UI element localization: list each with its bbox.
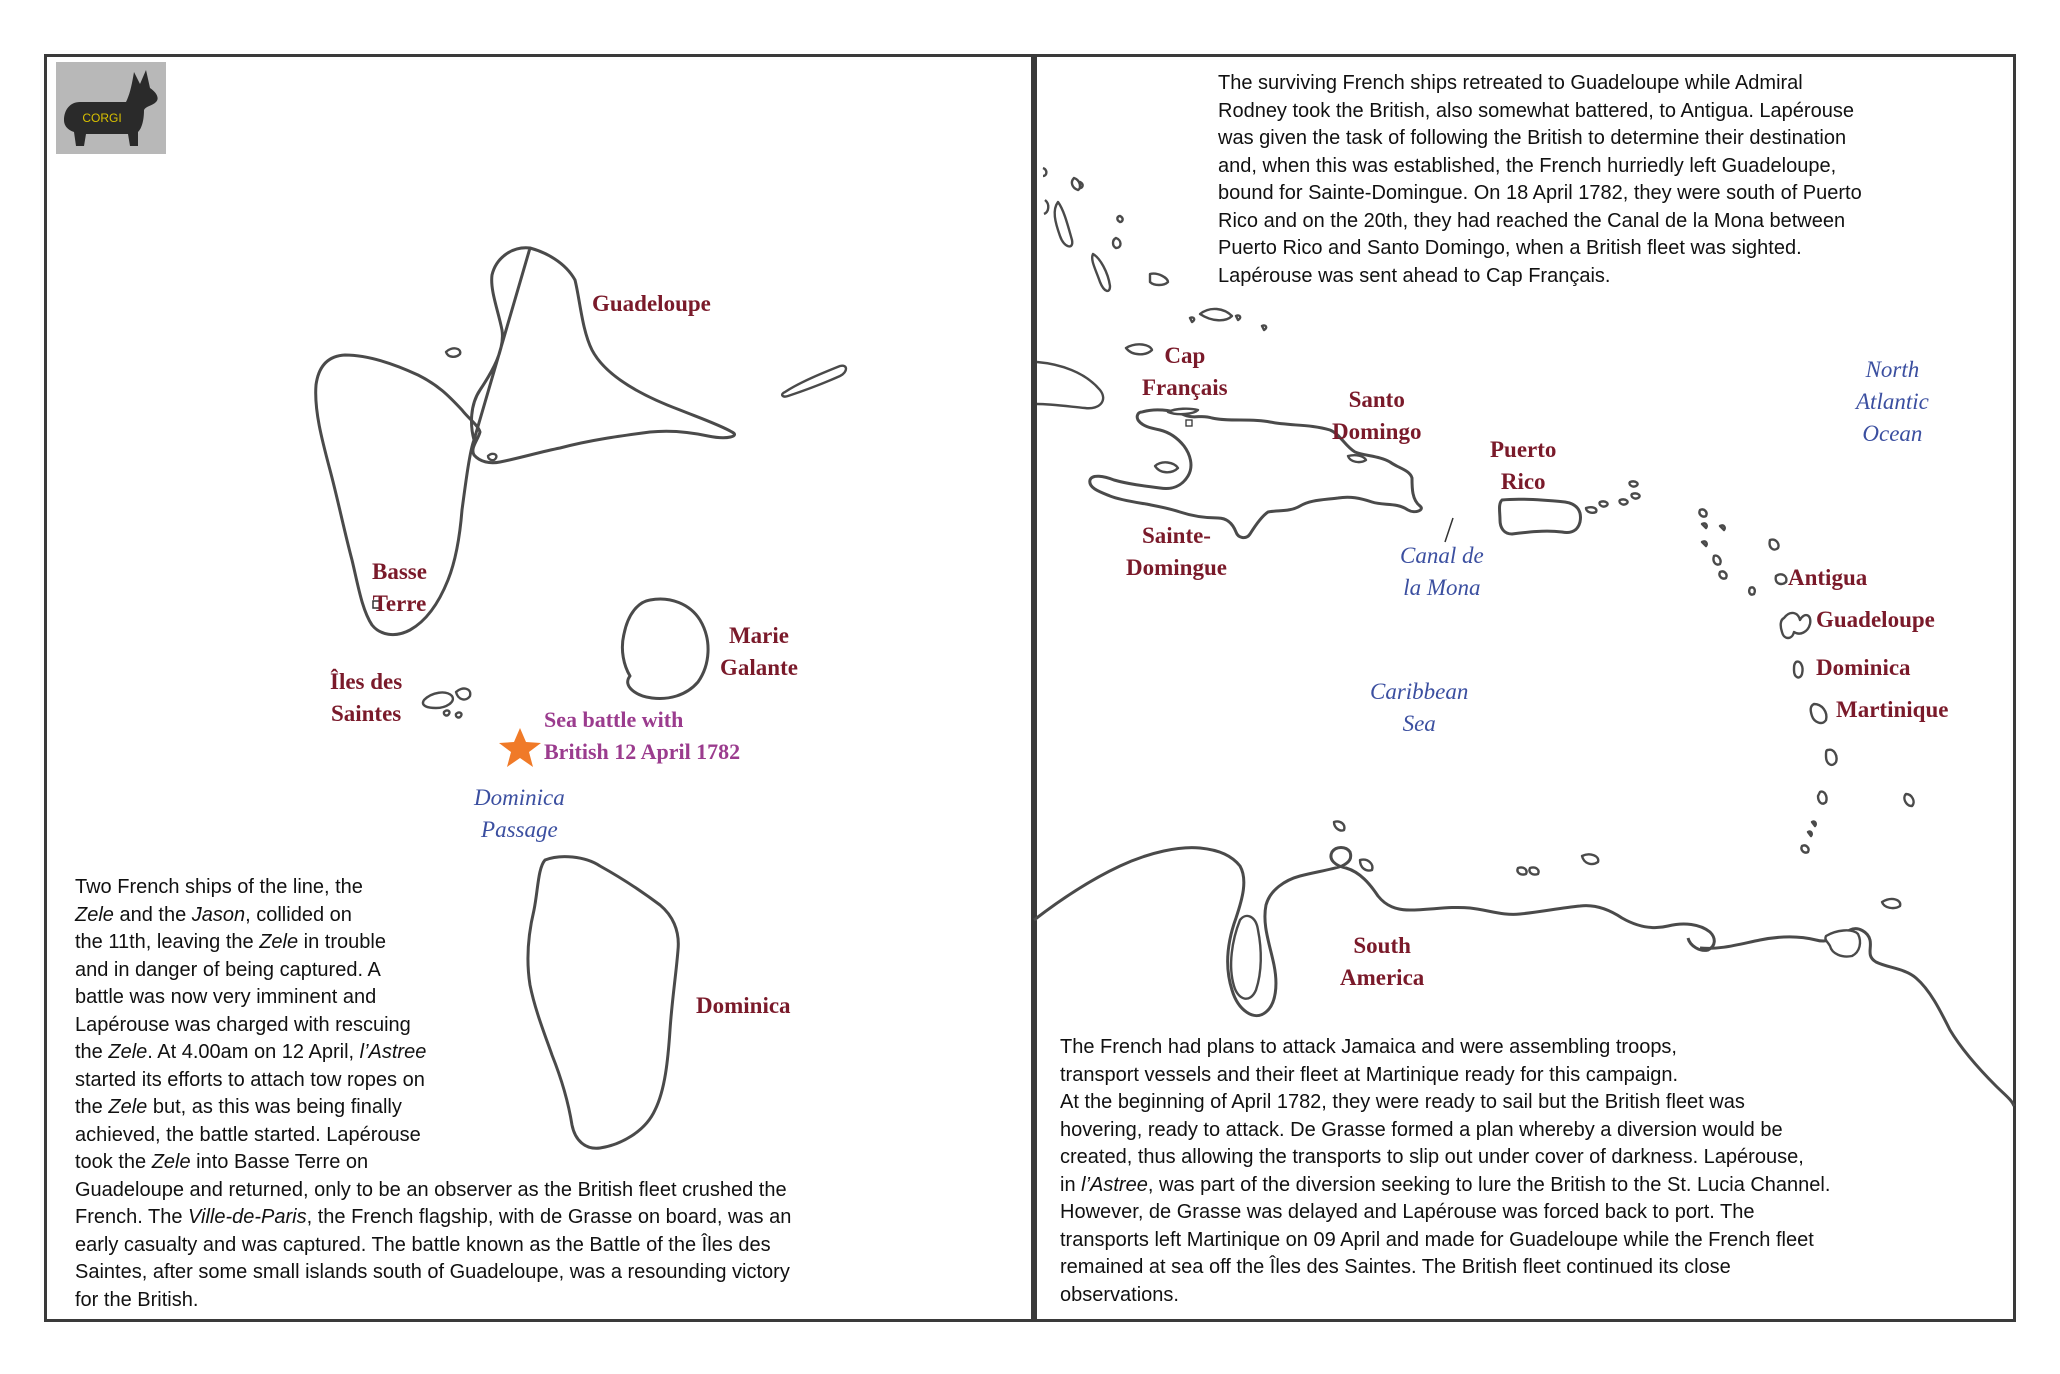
montserrat [1749,587,1755,594]
label-puerto-rico-line-2: Rico [1500,469,1546,494]
left-text-line: achieved, the battle started. Lapérouse [75,1123,421,1146]
right-top-narrative-text [1218,70,1862,290]
label-caribbean-sea [1370,676,1468,740]
right-top-text-line: bound for Sainte-Domingue. On 18 April 1782, they were south of Puerto [1218,182,1862,204]
label-caribbean-line-1: Caribbean [1370,679,1469,704]
right-bottom-text-line: transports left Martinique on 09 April and made for Guadeloupe while the French fleet [1060,1228,1814,1251]
label-canal-line-2: la Mona [1403,575,1481,600]
bahamas-5 [1080,182,1083,188]
left-text-line: Zele and the Jason, collided on [75,903,352,926]
label-puerto-rico [1490,434,1556,498]
label-dominica-right: Dominica [1816,655,1911,680]
label-iles-des-saintes [330,666,402,730]
label-basse-terre-line-2: Terre [372,591,427,616]
label-dominica: Dominica [696,993,791,1018]
label-sea-battle-line-1: Sea battle with [544,707,684,732]
saona [1348,455,1366,462]
vi-3 [1629,481,1637,486]
bahamas-7 [1113,238,1121,248]
bahamas-1 [1043,168,1046,176]
margarita [1582,854,1598,864]
left-narrative-text [75,874,791,1314]
bahamas-10 [1200,309,1232,320]
left-text-line: Saintes, after some small islands south of Guadeloupe, was a resounding victory [75,1261,790,1283]
left-text-line: started its efforts to attach tow ropes on [75,1068,425,1091]
martinique-small [1811,704,1827,723]
right-top-text-line: Rodney took the British, also somewhat battered, to Antigua. Lapérouse [1218,99,1854,122]
label-iles-des-saintes-line-2: Saintes [330,701,402,726]
left-text-line: and in danger of being captured. A [75,958,381,981]
label-iles-des-saintes-line-1: Îles des [330,669,403,694]
bahamas-3 [1055,202,1073,246]
left-text-line: French. The Ville-de-Paris, the French flagship, with de Grasse on board, was an [75,1206,792,1228]
label-marie-galante [720,620,798,684]
grenadine-2 [1808,831,1812,836]
st-barts [1702,541,1707,546]
battle-star-icon [499,728,541,767]
la-desirade [782,366,846,397]
vieques [1586,507,1596,513]
right-bottom-text-line: However, de Grasse was delayed and Lapérouse was forced back to port. The [1060,1201,1755,1223]
vi-1 [1599,501,1607,506]
label-marie-galante-line-2: Galante [720,655,798,680]
left-text-line: the Zele but, as this was being finally [75,1096,402,1118]
corgi-logo [56,62,166,154]
right-bottom-narrative-text [1060,1034,1830,1309]
iles-des-saintes-4 [456,713,462,718]
tobago [1882,899,1900,908]
label-canal-line-1: Canal de [1400,543,1484,568]
iles-des-saintes-2 [456,689,470,700]
cap-francais-marker [1186,420,1192,426]
bahamas-13 [1262,325,1266,330]
right-top-text-line: was given the task of following the British to determine their destination [1218,127,1847,149]
right-bottom-text-line: observations. [1060,1283,1179,1306]
right-bottom-text-line: transport vessels and their fleet at Martinique ready for this campaign. [1060,1063,1679,1086]
label-north-atlantic-line-2: Atlantic [1856,389,1929,414]
label-south-america [1340,930,1424,994]
marie-galante-island [622,599,708,699]
bahamas-12 [1236,315,1240,320]
right-bottom-text-line: remained at sea off the Îles des Saintes. The British fleet continued its close [1060,1256,1731,1278]
guadeloupe-small [1781,613,1811,638]
label-sainte-domingue [1126,520,1227,584]
right-top-text-line: Lapérouse was sent ahead to Cap Français. [1218,264,1611,287]
left-text-line: the Zele. At 4.00am on 12 April, l’Astree [75,1041,427,1063]
label-santo-domingo [1332,384,1421,448]
right-bottom-text-line: in l’Astree, was part of the diversion seeking to lure the British to the St. Lucia Channel. [1060,1173,1831,1196]
label-dominica-passage-line-1: Dominica [474,785,565,810]
right-bottom-text-line: hovering, ready to attack. De Grasse formed a plan whereby a diversion would be [1060,1118,1783,1141]
right-top-text-line: The surviving French ships retreated to Guadeloupe while Admiral [1218,72,1803,94]
cuba-fragment [1037,362,1103,408]
grenada [1801,845,1808,852]
label-antigua: Antigua [1788,565,1868,590]
iles-des-saintes-1 [423,693,453,708]
logo-text: CORGI [82,111,122,125]
st-martin [1702,523,1707,528]
bahamas-8 [1117,216,1122,222]
label-north-atlantic-line-1: North [1865,357,1920,382]
label-santo-domingo-line-2: Domingo [1332,419,1422,444]
right-bottom-text-line: At the beginning of April 1782, they were ready to sail but the British fleet was [1060,1091,1745,1113]
label-south-america-line-2: America [1340,965,1425,990]
label-guadeloupe: Guadeloupe [592,291,711,316]
bahamas-6 [1092,254,1110,291]
aruba [1334,821,1344,830]
bahamas-9 [1150,274,1168,285]
label-guadeloupe-right: Guadeloupe [1816,607,1935,632]
anguilla [1699,509,1706,516]
label-cap-francais-line-1: Cap [1164,343,1206,368]
label-north-atlantic [1856,354,1929,450]
barbados [1904,794,1913,806]
left-text-line: battle was now very imminent and [75,986,377,1008]
label-sea-battle-line-2: British 12 April 1782 [544,739,741,764]
label-martinique: Martinique [1836,697,1949,722]
grenadine-1 [1812,821,1816,826]
right-top-text-line: Puerto Rico and Santo Domingo, when a British fleet was sighted. [1218,237,1802,259]
curacao [1360,860,1372,871]
label-santo-domingo-line-1: Santo [1348,387,1405,412]
st-kitts [1713,556,1720,565]
right-bottom-text-line: created, thus allowing the transports to slip out under cover of darkness. Lapérouse, [1060,1146,1804,1168]
saba [1720,525,1725,530]
label-puerto-rico-line-1: Puerto [1490,437,1557,462]
left-text-line: Guadeloupe and returned, only to be an observer as the British fleet crushed the [75,1178,787,1201]
bahamas-2 [1044,200,1048,214]
left-text-line: early casualty and was captured. The battle known as the Battle of the Îles des [75,1233,771,1256]
left-text-line: Lapérouse was charged with rescuing [75,1013,411,1036]
antigua-island [1776,574,1787,584]
islet-1 [446,348,460,356]
canal-pointer-line [1445,518,1453,542]
left-text-line: the 11th, leaving the Zele in trouble [75,931,386,953]
gonave [1155,462,1178,472]
dominica-small [1794,662,1803,678]
label-sea-battle [544,704,740,768]
bahamas-11 [1190,317,1194,322]
puerto-rico-island [1500,499,1581,534]
label-sainte-domingue-line-1: Sainte- [1141,523,1211,548]
iles-des-saintes-3 [444,711,450,716]
st-lucia [1826,750,1837,765]
label-canal-de-la-mona [1400,540,1484,604]
tortuga [1168,409,1198,414]
label-cap-francais-line-2: Français [1142,375,1228,400]
label-sainte-domingue-line-2: Domingue [1126,555,1227,580]
label-dominica-passage-line-2: Passage [481,817,558,842]
label-south-america-line-1: South [1353,933,1411,958]
label-dominica-passage [474,782,565,846]
vi-2 [1619,499,1627,504]
corgi-silhouette-icon [56,62,166,154]
label-north-atlantic-line-3: Ocean [1862,421,1923,446]
left-text-line: for the British. [75,1288,199,1311]
left-text-line: took the Zele into Basse Terre on [75,1151,369,1173]
right-bottom-text-line: The French had plans to attack Jamaica and were assembling troops, [1060,1036,1677,1058]
bonaire-2 [1529,867,1538,874]
right-top-text-line: and, when this was established, the French hurriedly left Guadeloupe, [1218,154,1837,177]
st-vincent [1818,792,1827,804]
label-caribbean-line-2: Sea [1402,711,1436,736]
label-basse-terre [372,556,427,620]
petite-terre [488,454,496,460]
bonaire-1 [1517,867,1526,874]
label-cap-francais [1142,340,1228,404]
left-text-line: Two French ships of the line, the [75,876,363,898]
right-top-text-line: Rico and on the 20th, they had reached the Canal de la Mona between [1218,209,1846,232]
barbuda [1770,540,1779,550]
label-marie-galante-line-1: Marie [728,623,789,648]
label-basse-terre-line-1: Basse [372,559,427,584]
nevis [1719,571,1726,578]
vi-4 [1631,493,1639,498]
